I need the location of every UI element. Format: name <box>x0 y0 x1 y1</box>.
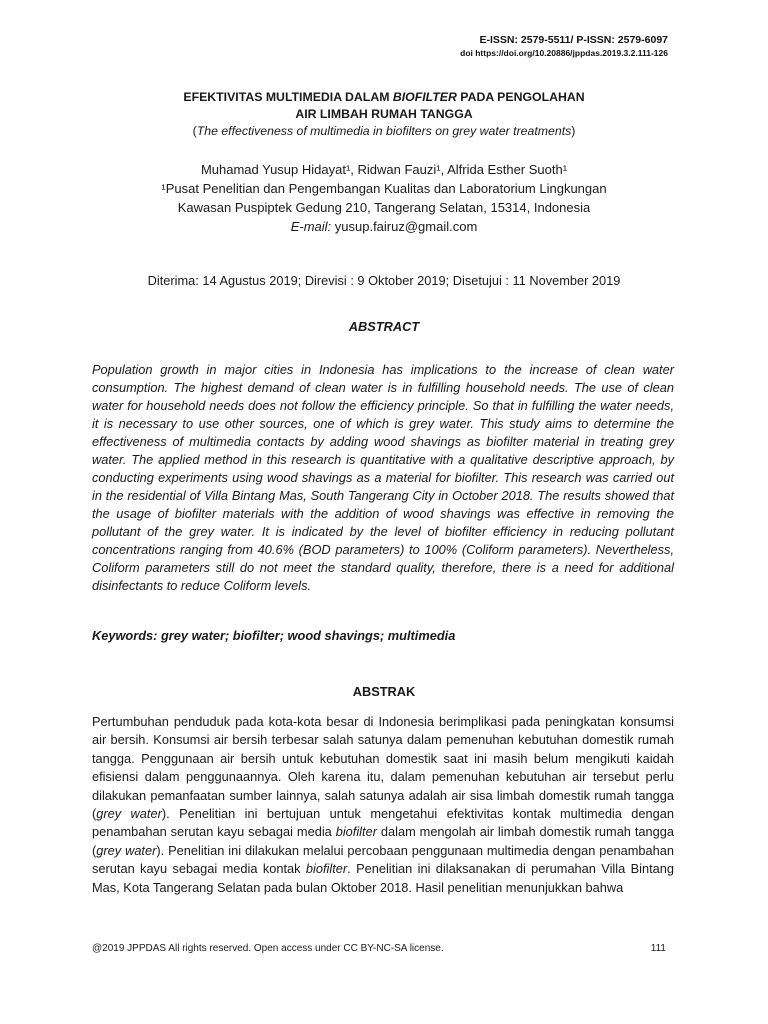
email-line <box>92 217 676 236</box>
author-names: Muhamad Yusup Hidayat¹, Ridwan Fauzi¹, Alfrida Esther Suoth¹ <box>200 162 568 177</box>
abstrak-segment: Pertumbuhan penduduk pada kota-kota besar di Indonesia berimplikasi pada peningkatan konsumsi air bersih. Konsumsi air bersih terbesar salah satunya dalam pemenuhan kebutuhan domestik rumah tangga. Penggunaan air bersih untuk kebutuhan domestik saat ini masih belum mengikuti kaidah efisiensi dalam penggunaannya. Oleh karena itu, dalam pemenuhan kebutuhan air tersebut perlu dilakukan pemanfaatan sumber lainnya, salah satunya adalah air sisa limbah domestik rumah tangga ( <box>92 714 674 822</box>
affiliation-line-2: Kawasan Puspiptek Gedung 210, Tangerang Selatan, 15314, Indonesia <box>177 200 591 215</box>
affiliation-line-1: ¹Pusat Penelitian dan Pengembangan Kualitas dan Laboratorium Lingkungan <box>161 181 607 196</box>
paper-title <box>92 89 676 140</box>
abstrak-segment: ). Penelitian ini dilakukan melalui percobaan penggunaan multimedia dengan penambahan serutan kayu sebagai media kontak <box>92 842 674 877</box>
abstrak-italic-term: biofilter <box>335 824 377 840</box>
title-line-2: AIR LIMBAH RUMAH TANGGA <box>295 107 473 121</box>
abstrak-segment: dalam mengolah air limbah domestik rumah tangga ( <box>92 824 674 858</box>
abstrak-italic-term: grey water <box>96 842 157 858</box>
paren-close: ) <box>571 124 576 138</box>
abstrak-text <box>92 713 674 897</box>
abstrak-italic-term: grey water <box>96 806 162 822</box>
title-text: EFEKTIVITAS MULTIMEDIA DALAM <box>183 90 393 104</box>
page-footer <box>92 942 666 956</box>
english-title-text: The effectiveness of multimedia in biofilters on grey water treatments <box>196 124 572 138</box>
copyright-notice: @2019 JPPDAS All rights reserved. Open access under CC BY-NC-SA license. <box>92 943 444 954</box>
abstrak-heading: ABSTRAK <box>352 684 416 699</box>
issn-line: E-ISSN: 2579-5511/ P-ISSN: 2579-6097 <box>479 34 668 46</box>
abstrak-italic-term: biofilter <box>305 861 348 877</box>
page-number: 111 <box>650 943 666 954</box>
title-line-1 <box>92 89 676 106</box>
english-title <box>92 123 676 140</box>
doi-line[interactable]: doi https://doi.org/10.20886/jppdas.2019.3.2.111-126 <box>460 48 668 58</box>
title-text: PADA PENGOLAHAN <box>456 90 585 104</box>
paren-open: ( <box>192 124 197 138</box>
abstract-heading: ABSTRACT <box>348 319 420 334</box>
title-italic-term: BIOFILTER <box>392 90 457 104</box>
journal-identifiers <box>460 33 668 59</box>
submission-dates: Diterima: 14 Agustus 2019; Direvisi : 9 Oktober 2019; Disetujui : 11 November 2019 <box>147 273 621 288</box>
author-block <box>92 160 676 236</box>
abstrak-segment: . Penelitian ini dilaksanakan di perumahan Villa Bintang Mas, Kota Tangerang Selatan pada bulan Oktober 2018. Hasil penelitian menunjukkan bahwa <box>92 861 674 895</box>
keywords: Keywords: grey water; biofilter; wood shavings; multimedia <box>92 628 456 643</box>
abstract-text: Population growth in major cities in Indonesia has implications to the increase of clean water consumption. The highest demand of clean water is in fulfilling household needs. The use of clean water for household needs does not follow the efficiency principle. So that in fulfilling the water needs, it is necessary to use other sources, one of which is grey water. This study aims to determine the effectiveness of multimedia contacts by adding wood shavings as biofilter material in treating grey water. The applied method in this research is quantitative with a qualitative descriptive approach, by conducting experiments using wood shavings as a material for biofilter. This research was carried out in the residential of Villa Bintang Mas, South Tangerang City in October 2018. The results showed that the usage of biofilter materials with the addition of wood shavings was effective in removing the pollutant of the grey water. It is indicated by the level of biofilter efficiency in reducing pollutant concentrations ranging from 40.6% (BOD parameters) to 100% (Coliform parameters). Nevertheless, Coliform parameters still do not meet the standard quality, therefore, there is a need for additional disinfectants to reduce Coliform levels. <box>92 362 674 593</box>
email-label: E-mail: <box>290 219 335 234</box>
email-address[interactable]: yusup.fairuz@gmail.com <box>334 219 478 234</box>
abstrak-segment: ). Penelitian ini bertujuan untuk mengetahui efektivitas kontak multimedia dengan penambahan serutan kayu sebagai media <box>92 806 674 840</box>
